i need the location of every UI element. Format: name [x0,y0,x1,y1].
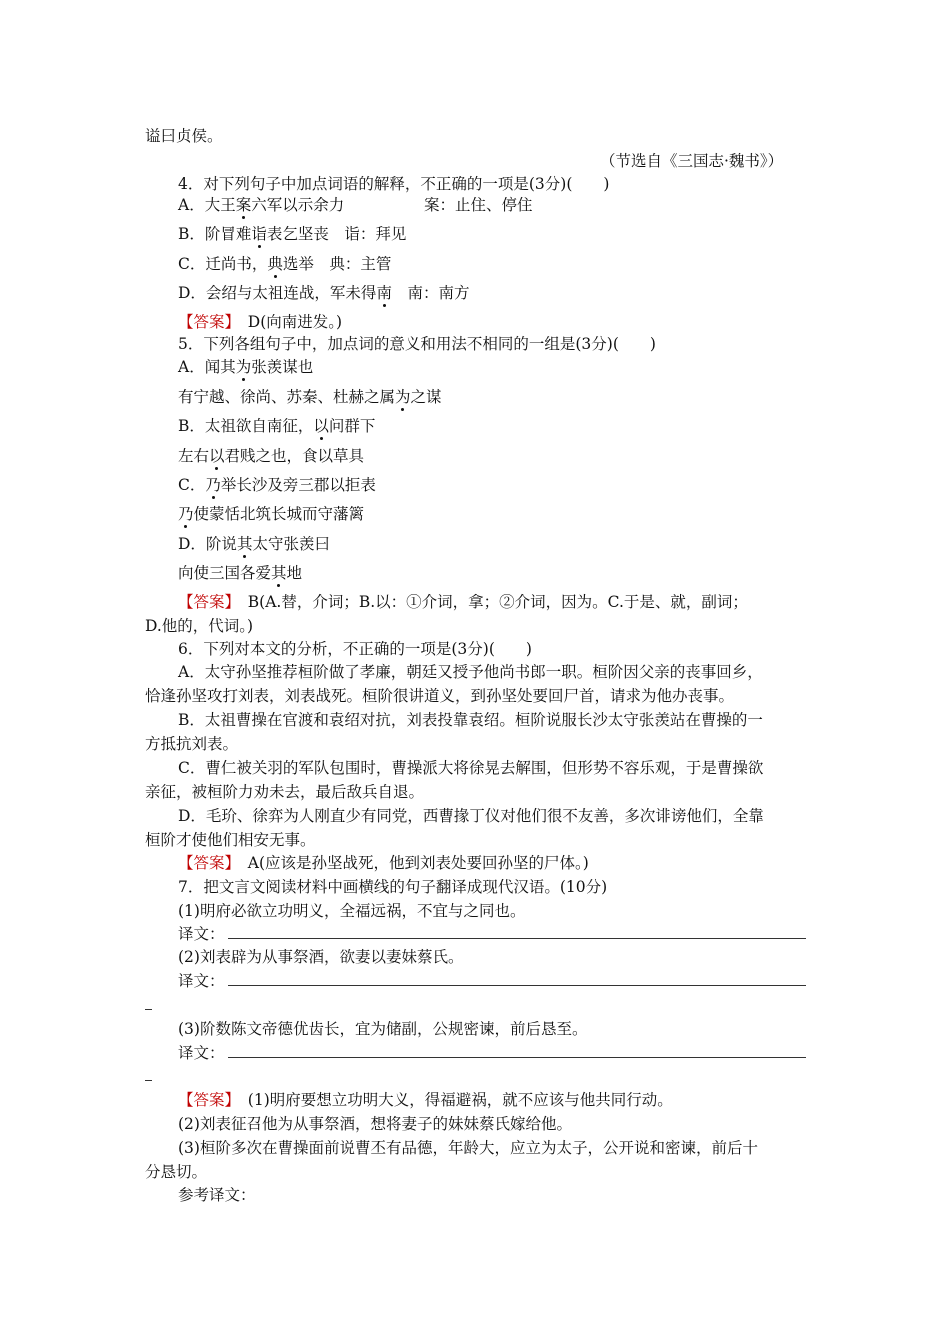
q5-option-a-2: 有宁越、徐尚、苏秦、杜赫之属为之谋 [178,388,442,406]
q6-option-a-1: A．太守孙坚推荐桓阶做了孝廉，朝廷又授予他尚书郎一职。桓阶因父亲的丧事回乡， [178,663,763,681]
q6-option-b-1: B．太祖曹操在官渡和袁绍对抗，刘表投靠袁绍。桓阶说服长沙太守张羡站在曹操的一 [178,711,763,729]
answer-5: 【答案】 B(A.替，介词；B.以：①介词，拿；②介词，因为。C.于是、就，副词； [178,593,748,611]
q5-option-a-1: A．闻其为张羡谋也 [178,358,314,376]
translation-blank-2[interactable] [228,985,806,986]
translation-label: 译文： [178,925,225,943]
translation-blank-1[interactable] [228,938,806,939]
q5-option-b-1: B．太祖欲自南征，以问群下 [178,417,376,435]
source-note: （节选自《三国志·魏书》） [600,152,784,170]
answer-7-3-cont: 分恳切。 [145,1163,208,1181]
q4-option-b: B．阶冒难诣表乞坚丧 诣：拜见 [178,225,407,243]
line-continuation-mark [145,1009,152,1010]
q6-option-d-1: D．毛玠、徐弈为人刚直少有同党，西曹掾丁仪对他们很不友善，多次诽谤他们，全靠 [178,807,764,825]
q5-option-d-1: D．阶说其太守张羡曰 [178,535,330,553]
q5-option-b-2: 左右以君贱之也，食以草具 [178,447,365,465]
answer-label: 【答案】 [178,593,233,611]
text-line: 谥曰贞侯。 [145,127,223,145]
q4-option-a-explanation: 案：止住、停住 [424,196,533,214]
q6-option-d-2: 桓阶才使他们相安无事。 [145,831,316,849]
answer-7-1: 【答案】 (1)明府要想立功明大义，得福避祸，就不应该与他共同行动。 [178,1091,673,1109]
translation-label: 译文： [178,972,225,990]
answer-5-cont: D.他的，代词。) [145,617,254,635]
answer-7-2: (2)刘表征召他为从事祭酒，想将妻子的妹妹蔡氏嫁给他。 [178,1115,572,1133]
answer-4: 【答案】 D(向南进发。) [178,313,343,331]
translation-blank-3[interactable] [228,1057,806,1058]
q6-option-b-2: 方抵抗刘表。 [145,735,239,753]
q6-option-c-1: C．曹仁被关羽的军队包围时，曹操派大将徐晃去解围，但形势不容乐观，于是曹操欲 [178,759,764,777]
q7-sentence-1: (1)明府必欲立功明义，全福远祸，不宜与之同也。 [178,902,526,920]
answer-6: 【答案】 A(应该是孙坚战死，他到刘表处要回孙坚的尸体。) [178,854,589,872]
translation-label: 译文： [178,1044,225,1062]
question-5: 5．下列各组句子中，加点词的意义和用法不相同的一组是(3分)( ) [178,335,656,353]
q7-sentence-3: (3)阶数陈文帝德优齿长，宜为储副，公规密谏，前后恳至。 [178,1020,588,1038]
answer-label: 【答案】 [178,854,233,872]
question-7: 7．把文言文阅读材料中画横线的句子翻译成现代汉语。(10分) [178,878,608,896]
q6-option-c-2: 亲征，被桓阶力劝未去，最后敌兵自退。 [145,783,425,801]
q5-option-c-2: 乃使蒙恬北筑长城而守藩篱 [178,505,365,523]
line-continuation-mark [145,1080,152,1081]
q7-sentence-2: (2)刘表辟为从事祭酒，欲妻以妻妹蔡氏。 [178,948,464,966]
question-4: 4．对下列句子中加点词语的解释，不正确的一项是(3分)( ) [178,175,610,193]
reference-translation-heading: 参考译文： [178,1186,256,1204]
q4-option-d: D．会绍与太祖连战，军未得南 南：南方 [178,284,470,302]
answer-7-3: (3)桓阶多次在曹操面前说曹丕有品德，年龄大，应立为太子，公开说和密谏，前后十 [178,1139,758,1157]
q4-option-c: C．迁尚书，典选举 典：主管 [178,255,392,273]
q6-option-a-2: 恰逢孙坚攻打刘表，刘表战死。桓阶很讲道义，到孙坚处要回尸首，请求为他办丧事。 [145,687,735,705]
q5-option-d-2: 向使三国各爱其地 [178,564,303,582]
q4-option-a: A．大王案六军以示余力 [178,196,345,214]
question-6: 6．下列对本文的分析，不正确的一项是(3分)( ) [178,640,532,658]
answer-label: 【答案】 [178,1091,233,1109]
answer-label: 【答案】 [178,313,233,331]
q5-option-c-1: C．乃举长沙及旁三郡以拒表 [178,476,376,494]
